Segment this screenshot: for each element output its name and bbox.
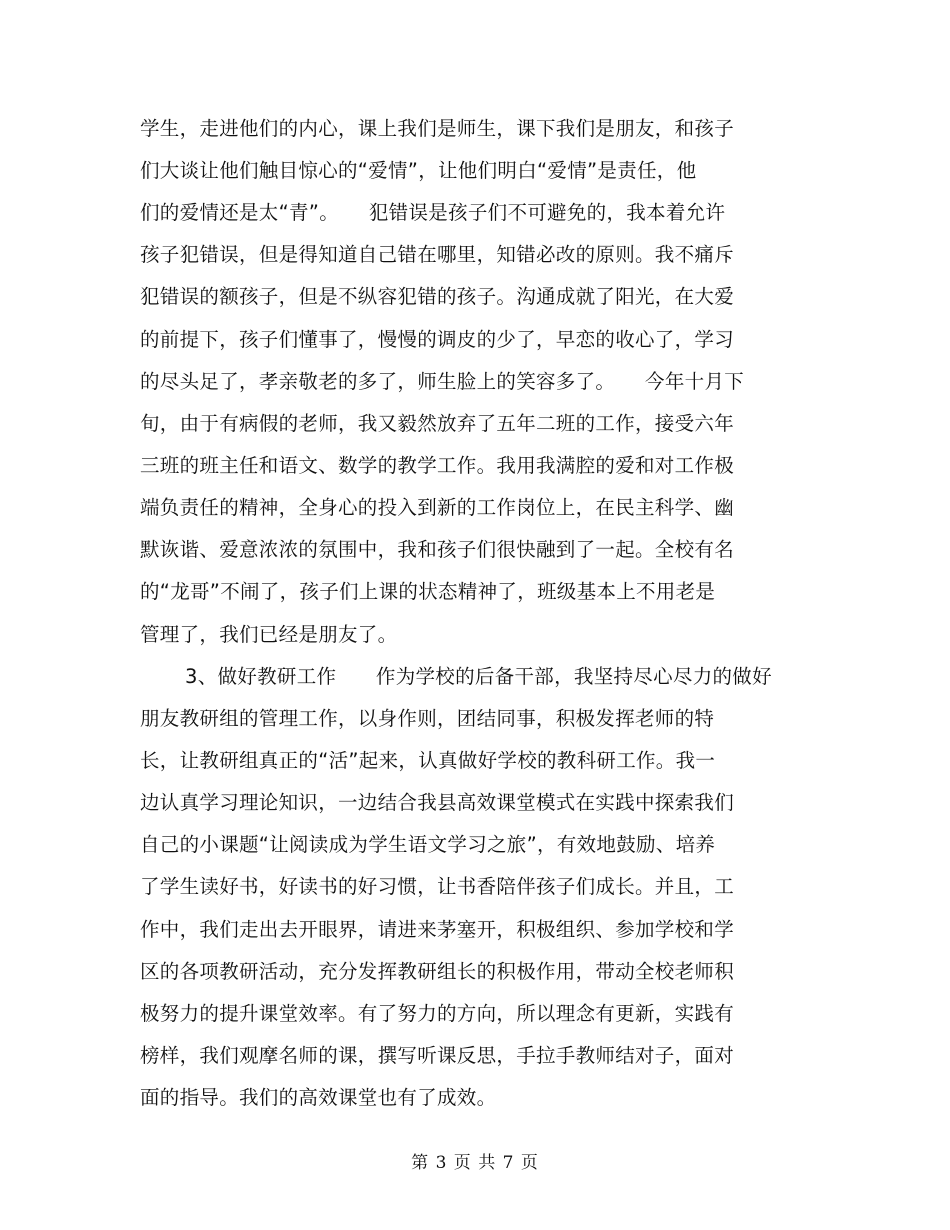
text-line: 的前提下，孩子们懂事了，慢慢的调皮的少了，早恋的收心了，学习 bbox=[140, 328, 735, 351]
text-line: 端负责任的精神，全身心的投入到新的工作岗位上，在民主科学、幽 bbox=[140, 496, 735, 519]
text-line: 旬，由于有病假的老师，我又毅然放弃了五年二班的工作，接受六年 bbox=[140, 412, 735, 435]
section-heading-line: 3、做好教研工作 作为学校的后备干部，我坚持尽心尽力的做好 bbox=[185, 665, 772, 688]
text-line: 们的爱情还是太“青”。 犯错误是孩子们不可避免的，我本着允许 bbox=[140, 201, 726, 224]
text-line: 学生，走进他们的内心，课上我们是师生，课下我们是朋友，和孩子 bbox=[140, 117, 735, 140]
text-line: 的尽头足了，孝亲敬老的多了，师生脸上的笑容多了。 今年十月下 bbox=[140, 370, 745, 393]
text-line: 边认真学习理论知识，一边结合我县高效课堂模式在实践中探索我们 bbox=[140, 791, 735, 814]
page-number-footer: 第 3 页 共 7 页 bbox=[411, 1153, 539, 1173]
text-line: 管理了，我们已经是朋友了。 bbox=[140, 623, 398, 646]
text-line: 朋友教研组的管理工作，以身作则，团结同事，积极发挥老师的特 bbox=[140, 707, 715, 730]
text-line: 的“龙哥”不闹了，孩子们上课的状态精神了，班级基本上不用老是 bbox=[140, 580, 716, 603]
text-line: 们大谈让他们触目惊心的“爱情”，让他们明白“爱情”是责任，他 bbox=[140, 159, 697, 182]
text-line: 孩子犯错误，但是得知道自己错在哪里，知错必改的原则。我不痛斥 bbox=[140, 243, 735, 266]
text-line: 区的各项教研活动，充分发挥教研组长的积极作用，带动全校老师积 bbox=[140, 960, 735, 983]
text-line: 自己的小课题“让阅读成为学生语文学习之旅”，有效地鼓励、培养 bbox=[140, 833, 716, 856]
text-line: 默诙谐、爱意浓浓的氛围中，我和孩子们很快融到了一起。全校有名 bbox=[140, 538, 735, 561]
text-line: 极努力的提升课堂效率。有了努力的方向，所以理念有更新，实践有 bbox=[140, 1002, 735, 1025]
text-line: 三班的班主任和语文、数学的教学工作。我用我满腔的爱和对工作极 bbox=[140, 454, 735, 477]
text-line: 了学生读好书，好读书的好习惯，让书香陪伴孩子们成长。并且，工 bbox=[140, 875, 735, 898]
text-line: 榜样，我们观摩名师的课，撰写听课反思，手拉手教师结对子，面对 bbox=[140, 1044, 735, 1067]
text-line: 长，让教研组真正的“活”起来，认真做好学校的教科研工作。我一 bbox=[140, 749, 716, 772]
text-line: 面的指导。我们的高效课堂也有了成效。 bbox=[140, 1086, 497, 1109]
text-line: 作中，我们走出去开眼界，请进来茅塞开，积极组织、参加学校和学 bbox=[140, 918, 735, 941]
text-line: 犯错误的额孩子，但是不纵容犯错的孩子。沟通成就了阳光，在大爱 bbox=[140, 285, 735, 308]
